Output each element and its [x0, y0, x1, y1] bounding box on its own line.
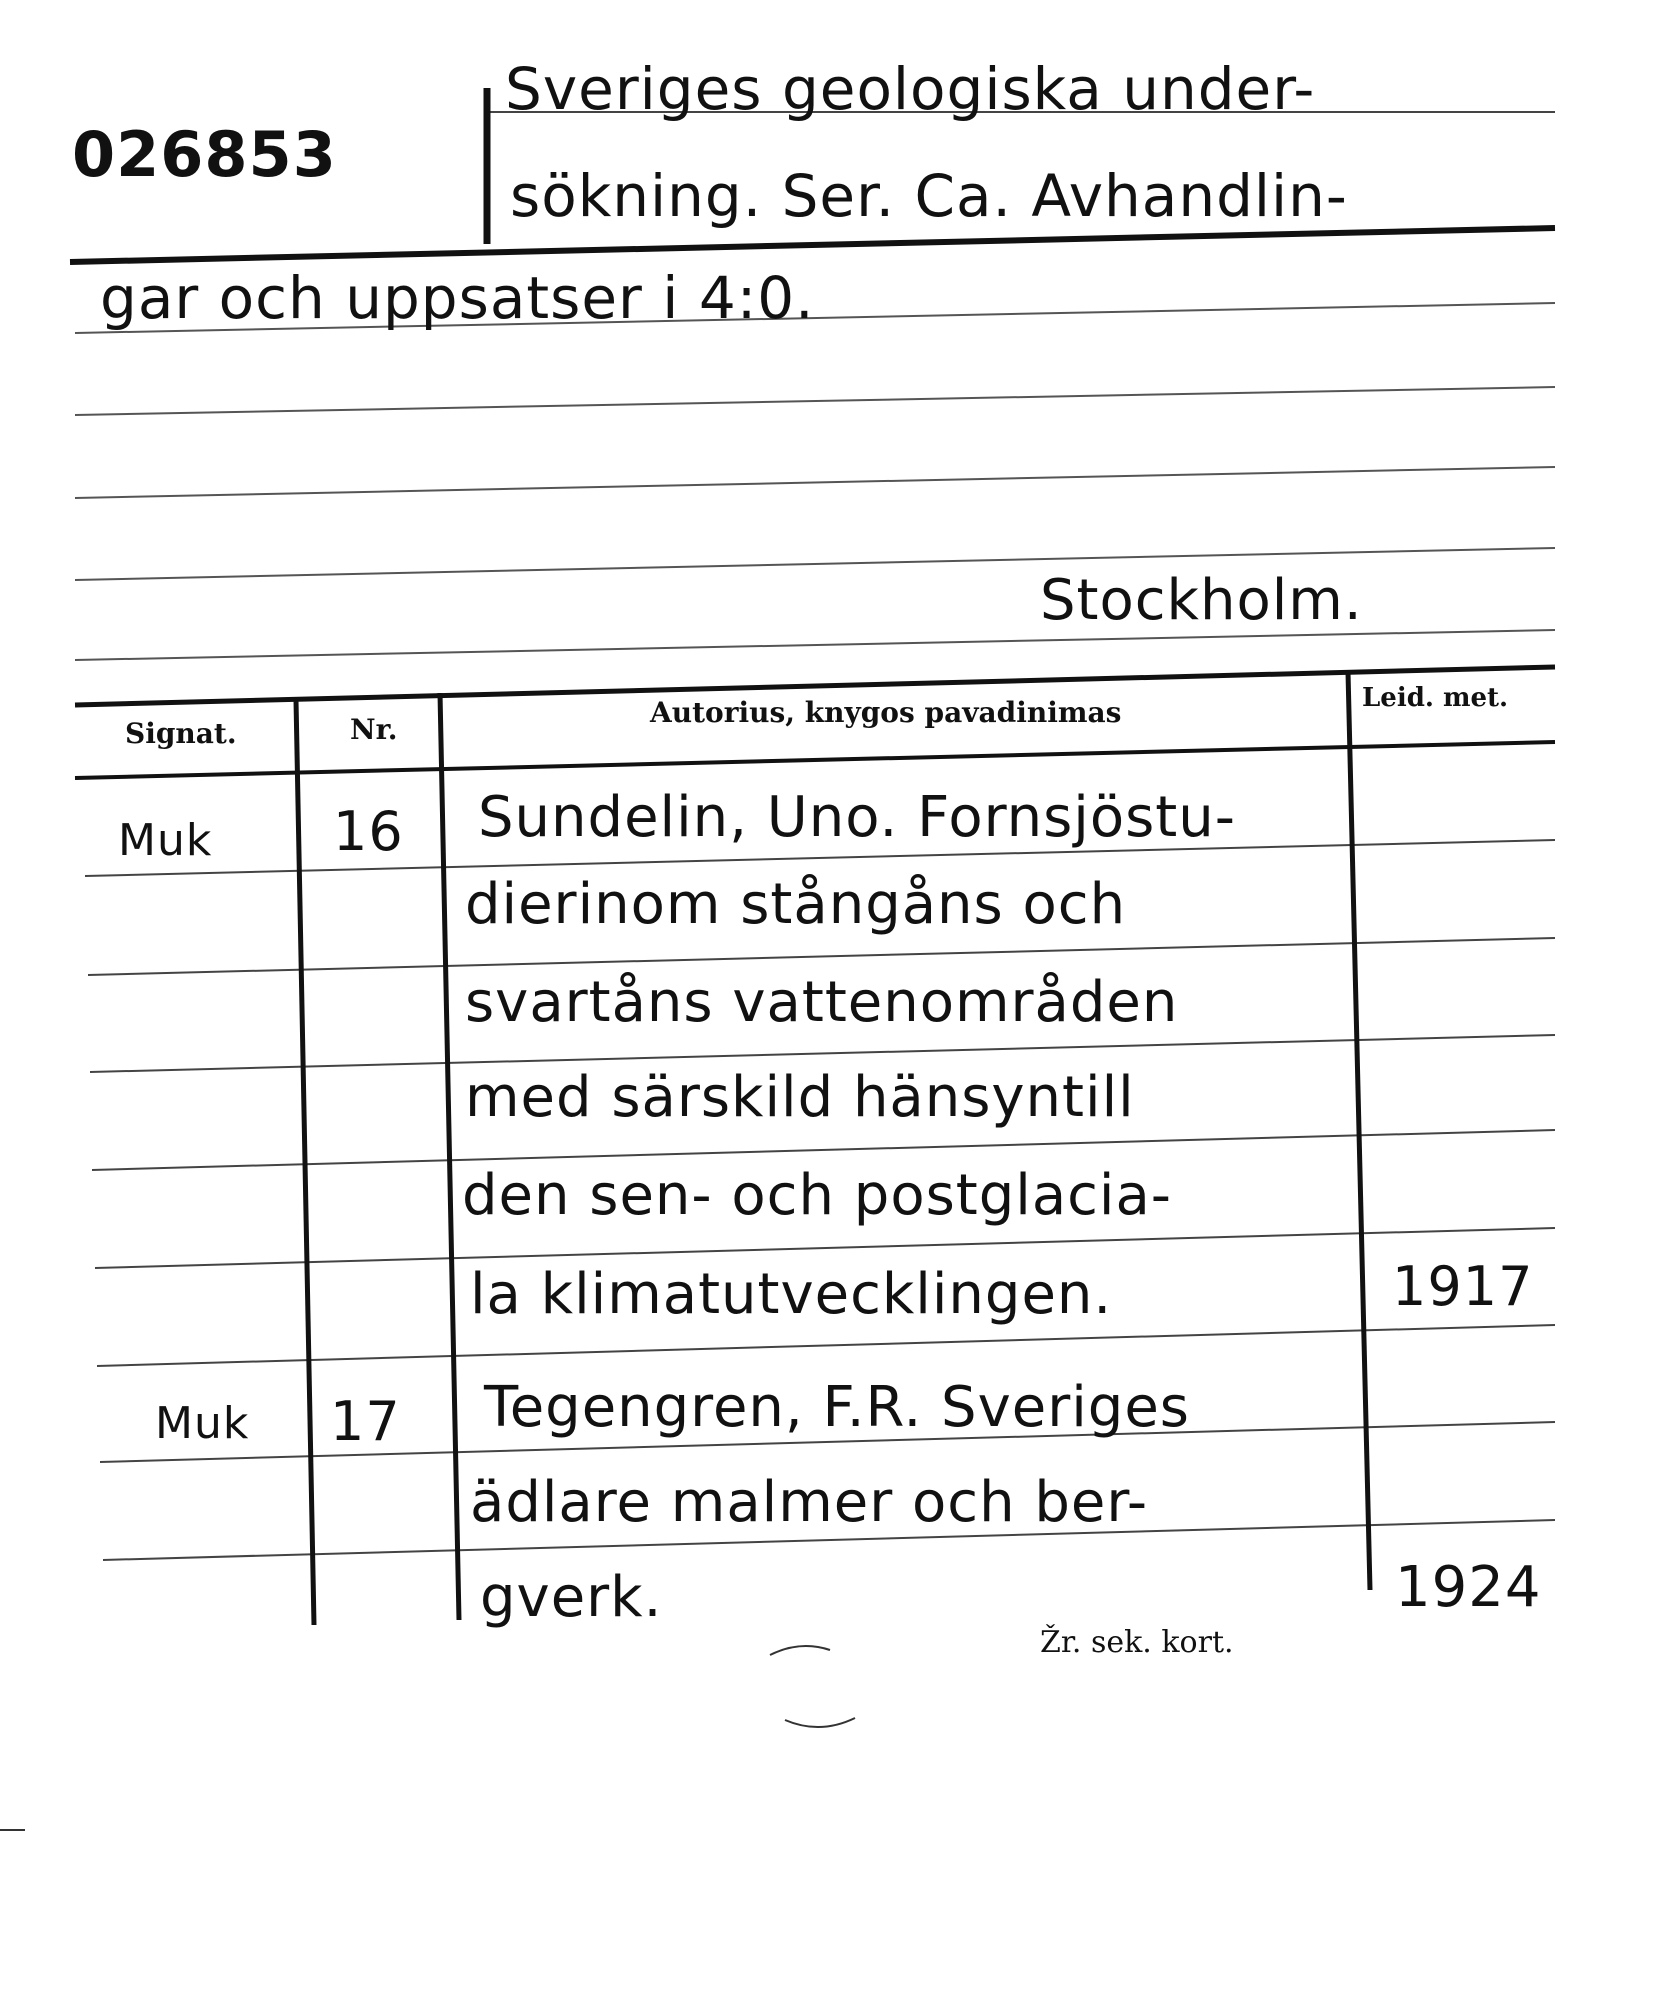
title-line-3: gar och uppsatser i 4:0.	[100, 264, 815, 332]
entry-2-nr: 17	[330, 1390, 401, 1453]
header-title: Autorius, knygos pavadinimas	[650, 696, 1122, 729]
entry-1-line-1: Sundelin, Uno. Fornsjöstu-	[478, 785, 1236, 850]
entry-2-line-1: Tegengren, F.R. Sveriges	[484, 1375, 1190, 1440]
entry-1-signat: Muk	[118, 815, 213, 866]
entry-1-year: 1917	[1392, 1255, 1534, 1318]
entry-2-year: 1924	[1395, 1555, 1542, 1620]
card-number: 026853	[72, 118, 337, 191]
publication-place: Stockholm.	[1040, 568, 1363, 633]
entry-1-line-4: med särskild hänsyntill	[465, 1065, 1135, 1130]
title-line-2: sökning. Ser. Ca. Avhandlin-	[510, 162, 1348, 230]
title-line-1: Sveriges geologiska under-	[505, 55, 1316, 123]
entry-2-signat: Muk	[155, 1398, 250, 1449]
entry-1-line-6: la klimatutvecklingen.	[470, 1262, 1113, 1327]
header-nr: Nr.	[350, 713, 398, 746]
entry-1-line-2: dierinom stångåns och	[465, 872, 1127, 937]
entry-1-line-3: svartåns vattenområden	[465, 970, 1179, 1035]
header-year: Leid. met.	[1362, 683, 1509, 713]
entry-2-line-3: gverk.	[480, 1565, 663, 1630]
entry-2-line-2: ädlare malmer och ber-	[470, 1470, 1149, 1535]
entry-1-nr: 16	[333, 800, 404, 863]
entry-1-line-5: den sen- och postglacia-	[462, 1163, 1172, 1228]
header-signat: Signat.	[125, 717, 237, 750]
footer-note: Žr. sek. kort.	[1040, 1625, 1234, 1660]
